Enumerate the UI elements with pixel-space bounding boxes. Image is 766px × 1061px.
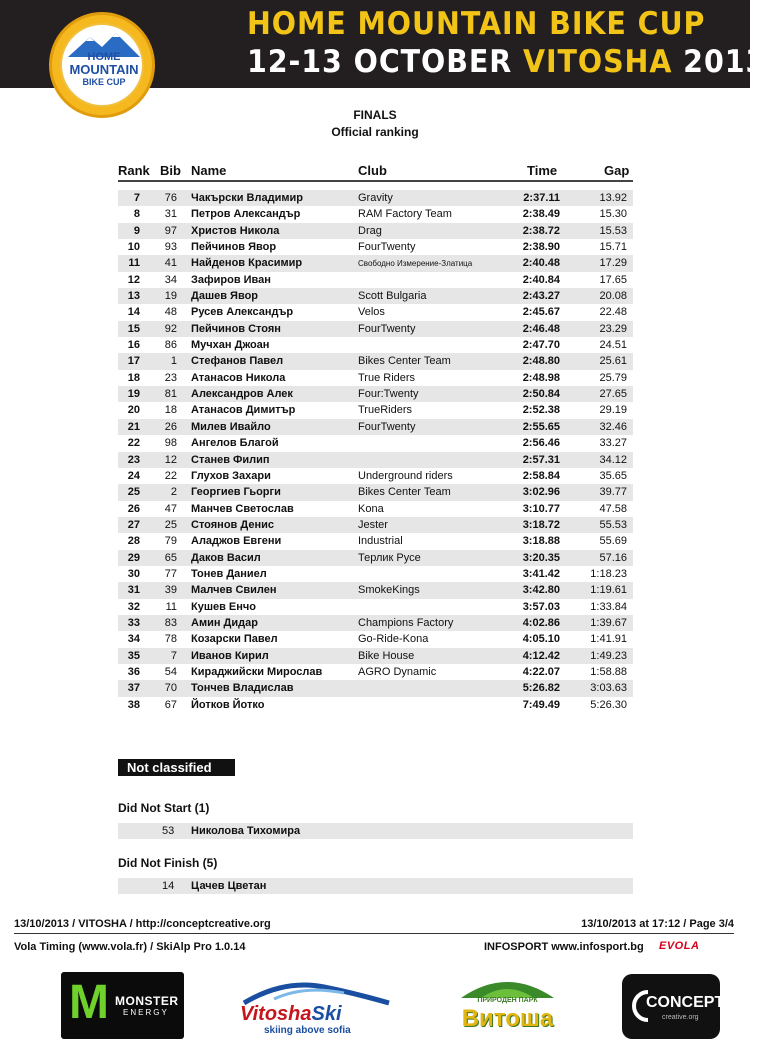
event-venue: VITOSHA (523, 44, 673, 80)
col-bib: Bib (160, 163, 181, 178)
name-cell: Ангелов Благой (191, 437, 279, 450)
time-cell: 2:58.84 (522, 469, 560, 482)
name-cell: Аладжов Евгени (191, 535, 282, 548)
rank-cell: 36 (127, 665, 140, 678)
dnf-bib: 14 (162, 880, 175, 892)
gap-cell: 25.61 (599, 355, 627, 368)
bib-cell: 92 (164, 322, 177, 335)
rank-cell: 18 (127, 371, 140, 384)
bib-cell: 67 (164, 698, 177, 711)
col-name: Name (191, 163, 227, 178)
monster-energy-logo (61, 972, 184, 1039)
time-cell: 7:49.49 (522, 698, 560, 711)
bib-cell: 19 (164, 290, 177, 303)
club-cell: RAM Factory Team (358, 208, 452, 221)
gap-cell: 3:03.63 (590, 682, 627, 695)
footer-timing-info: Vola Timing (www.vola.fr) / SkiAlp Pro 1.0.14 (14, 941, 246, 953)
gap-cell: 35.65 (599, 469, 627, 482)
rank-cell: 14 (127, 306, 140, 319)
gap-cell: 47.58 (599, 502, 627, 515)
gap-cell: 23.29 (599, 322, 627, 335)
time-cell: 3:02.96 (522, 486, 560, 499)
gap-cell: 1:19.61 (590, 584, 627, 597)
name-cell: Манчев Светослав (191, 502, 294, 515)
bib-cell: 23 (164, 371, 177, 384)
club-cell: Jester (358, 518, 388, 531)
gap-cell: 25.79 (599, 371, 627, 384)
col-time: Time (527, 163, 558, 178)
table-row (118, 615, 633, 631)
time-cell: 2:40.84 (522, 273, 560, 286)
gap-cell: 1:58.88 (590, 665, 627, 678)
bib-cell: 93 (164, 241, 177, 254)
club-cell: Свободно Измерение-Златица (358, 259, 473, 269)
name-cell: Пейчинов Явор (191, 241, 277, 254)
bib-cell: 47 (164, 502, 177, 515)
rank-cell: 27 (127, 518, 140, 531)
club-cell: Industrial (358, 535, 403, 548)
club-cell: Underground riders (358, 469, 453, 482)
rank-cell: 25 (127, 486, 140, 499)
concept-sub: creative.org (662, 1014, 699, 1021)
name-cell: Кираджийски Мирослав (191, 665, 323, 678)
name-cell: Глухов Захари (191, 469, 271, 482)
bib-cell: 12 (164, 453, 177, 466)
header-rule (118, 180, 633, 182)
rank-cell: 13 (127, 290, 140, 303)
bib-cell: 31 (164, 208, 177, 221)
vitosha-word: Vitosha (240, 1003, 312, 1025)
ski-mountain-icon (244, 977, 389, 1005)
table-row (118, 239, 633, 255)
rank-cell: 19 (127, 388, 140, 401)
table-row (118, 419, 633, 435)
time-cell: 3:41.42 (522, 567, 560, 580)
gap-cell: 1:49.23 (590, 649, 627, 662)
vola-logo: EVOLA (659, 940, 700, 952)
bib-cell: 39 (164, 584, 177, 597)
time-cell: 2:40.48 (522, 257, 560, 270)
table-row (118, 435, 633, 451)
table-row (118, 517, 633, 533)
table-row (118, 664, 633, 680)
table-row (118, 321, 633, 337)
bib-cell: 98 (164, 437, 177, 450)
time-cell: 2:38.90 (522, 241, 560, 254)
gap-cell: 20.08 (599, 290, 627, 303)
name-cell: Мучхан Джоан (191, 339, 270, 352)
rank-cell: 9 (133, 224, 140, 237)
name-cell: Козарски Павел (191, 633, 278, 646)
bib-cell: 41 (164, 257, 177, 270)
club-cell: Bike House (358, 649, 415, 662)
table-row (118, 190, 633, 206)
bib-cell: 83 (164, 616, 177, 629)
bib-cell: 97 (164, 224, 177, 237)
club-cell: AGRO Dynamic (358, 665, 437, 678)
time-cell: 2:55.65 (522, 420, 560, 433)
col-gap: Gap (604, 163, 630, 178)
rank-cell: 29 (127, 551, 140, 564)
table-row (118, 631, 633, 647)
name-cell: Даков Васил (191, 551, 261, 564)
park-mountain-icon (461, 974, 554, 998)
gap-cell: 1:39.67 (590, 616, 627, 629)
vitosha-park-logo (451, 972, 564, 1042)
vitosha-ski-logo (234, 975, 396, 1045)
rank-cell: 31 (127, 584, 140, 597)
rank-cell: 15 (127, 322, 140, 335)
name-cell: Петров Александър (191, 208, 301, 221)
name-cell: Дашев Явор (191, 290, 259, 303)
monster-name: MONSTER (115, 994, 179, 1008)
gap-cell: 17.29 (599, 257, 627, 270)
time-cell: 4:22.07 (522, 665, 560, 678)
event-title: HOME MOUNTAIN BIKE CUP (247, 6, 706, 42)
time-cell: 2:46.48 (522, 322, 560, 335)
club-cell: Four:Twenty (358, 388, 419, 401)
time-cell: 3:18.72 (522, 518, 560, 531)
table-row (118, 370, 633, 386)
club-cell: TrueRiders (358, 404, 412, 417)
gap-cell: 32.46 (599, 420, 627, 433)
club-cell: Gravity (358, 192, 393, 204)
time-cell: 4:12.42 (522, 649, 560, 662)
time-cell: 2:43.27 (522, 290, 560, 303)
rank-cell: 17 (127, 355, 140, 368)
rank-cell: 34 (127, 633, 140, 646)
table-row (118, 550, 633, 566)
name-cell: Георгиев Гьорги (191, 486, 281, 499)
park-subtitle: ПРИРОДЕН ПАРК (477, 997, 538, 1004)
table-row (118, 255, 633, 271)
table-row (118, 386, 633, 402)
event-dates (247, 44, 766, 80)
bib-cell: 79 (164, 535, 177, 548)
time-cell: 4:02.86 (522, 616, 560, 629)
dnf-name: Цачев Цветан (191, 880, 267, 892)
dns-heading: Did Not Start (1) (118, 801, 210, 815)
table-row (118, 484, 633, 500)
event-logo (49, 12, 155, 118)
name-cell: Стоянов Денис (191, 518, 274, 531)
gap-cell: 57.16 (599, 551, 627, 564)
time-cell: 2:57.31 (522, 453, 560, 466)
gap-cell: 1:18.23 (590, 567, 627, 580)
bib-cell: 34 (164, 273, 177, 286)
bib-cell: 48 (164, 306, 177, 319)
time-cell: 2:38.72 (522, 224, 560, 237)
logo-text-mountain: MOUNTAIN (69, 62, 139, 77)
dnf-row (118, 878, 633, 894)
gap-cell: 15.53 (599, 224, 627, 237)
club-cell: Bikes Center Team (358, 486, 451, 499)
table-row (118, 680, 633, 696)
rank-cell: 10 (127, 241, 140, 254)
gap-cell: 15.30 (599, 208, 627, 221)
col-rank: Rank (118, 163, 150, 178)
rank-cell: 22 (127, 437, 140, 450)
table-row (118, 402, 633, 418)
dns-name: Николова Тихомира (191, 825, 301, 837)
time-cell: 2:38.49 (522, 208, 560, 221)
park-name: Витоша (461, 1005, 554, 1032)
col-club: Club (358, 163, 387, 178)
table-row (118, 272, 633, 288)
rank-cell: 38 (127, 698, 140, 711)
logo-text-bikecup: BIKE CUP (82, 77, 126, 87)
club-cell: Go-Ride-Kona (358, 633, 429, 646)
bib-cell: 81 (164, 388, 177, 401)
rank-cell: 28 (127, 535, 140, 548)
gap-cell: 1:41.91 (590, 633, 627, 646)
rank-cell: 11 (128, 257, 140, 270)
table-row (118, 223, 633, 239)
bib-cell: 2 (170, 486, 177, 499)
name-cell: Иванов Кирил (191, 649, 269, 662)
gap-cell: 33.27 (599, 437, 627, 450)
name-cell: Милев Ивайло (191, 420, 271, 433)
gap-cell: 55.69 (599, 535, 627, 548)
table-row (118, 648, 633, 664)
gap-cell: 34.12 (599, 453, 627, 466)
vitosha-ski-name (240, 1003, 342, 1026)
club-cell: Drag (358, 224, 382, 237)
table-row (118, 288, 633, 304)
table-row (118, 599, 633, 615)
gap-cell: 15.71 (599, 241, 627, 254)
concept-creative-logo (622, 974, 725, 1039)
vitosha-ski-tagline: skiing above sofia (264, 1025, 351, 1036)
logo-text-home: HOME (87, 51, 121, 63)
rank-cell: 26 (127, 502, 140, 515)
gap-cell: 39.77 (599, 486, 627, 499)
bib-cell: 86 (164, 339, 177, 352)
name-cell: Найденов Красимир (191, 257, 303, 270)
table-row (118, 582, 633, 598)
rank-cell: 21 (127, 420, 140, 433)
bib-cell: 25 (164, 518, 177, 531)
rank-cell: 24 (127, 469, 140, 482)
time-cell: 2:47.70 (522, 339, 560, 352)
name-cell: Пейчинов Стоян (191, 322, 281, 335)
rank-cell: 20 (127, 404, 140, 417)
bib-cell: 26 (164, 420, 177, 433)
time-cell: 3:42.80 (522, 584, 560, 597)
club-cell: Kona (358, 502, 384, 515)
rank-cell: 37 (127, 682, 140, 695)
gap-cell: 1:33.84 (590, 600, 627, 613)
table-row (118, 533, 633, 549)
page-subtitle: Official ranking (331, 125, 419, 139)
rank-cell: 32 (127, 600, 140, 613)
gap-cell: 13.92 (599, 192, 627, 204)
event-dates-text: 12-13 OCTOBER (247, 44, 524, 80)
time-cell: 2:56.46 (522, 437, 560, 450)
bib-cell: 54 (164, 665, 177, 678)
rank-cell: 7 (133, 192, 140, 204)
bib-cell: 76 (164, 192, 177, 204)
footer-event-info: 13/10/2013 / VITOSHA / http://conceptcreative.org (14, 918, 271, 930)
footer-rule (14, 933, 734, 934)
name-cell: Кушев Енчо (191, 600, 257, 613)
gap-cell: 24.51 (599, 339, 627, 352)
time-cell: 3:10.77 (522, 502, 560, 515)
club-cell: Champions Factory (358, 616, 454, 629)
gap-cell: 27.65 (599, 388, 627, 401)
dnf-heading: Did Not Finish (5) (118, 856, 218, 870)
name-cell: Малчев Свилен (191, 584, 277, 597)
name-cell: Станев Филип (191, 453, 270, 466)
time-cell: 2:52.38 (522, 404, 560, 417)
name-cell: Стефанов Павел (191, 355, 284, 368)
bib-cell: 22 (164, 469, 177, 482)
club-cell: SmokeKings (358, 584, 420, 597)
table-row (118, 452, 633, 468)
time-cell: 3:57.03 (522, 600, 560, 613)
time-cell: 2:48.80 (522, 355, 560, 368)
gap-cell: 5:26.30 (590, 698, 627, 711)
bib-cell: 1 (170, 355, 177, 368)
ski-word: Ski (311, 1003, 342, 1025)
club-cell: Bikes Center Team (358, 355, 451, 368)
name-cell: Тончев Владислав (191, 682, 294, 695)
gap-cell: 22.48 (599, 306, 627, 319)
table-row (118, 501, 633, 517)
club-cell: FourTwenty (358, 241, 416, 254)
name-cell: Атанасов Никола (191, 371, 286, 384)
name-cell: Зафиров Иван (191, 273, 271, 286)
results-table (118, 190, 633, 713)
table-row (118, 337, 633, 353)
rank-cell: 12 (127, 273, 140, 286)
time-cell: 5:26.82 (522, 682, 560, 695)
club-cell: Velos (358, 306, 385, 319)
rank-cell: 16 (127, 339, 140, 352)
time-cell: 2:37.11 (523, 192, 560, 204)
bib-cell: 77 (164, 567, 177, 580)
club-cell: True Riders (358, 371, 416, 384)
bib-cell: 18 (164, 404, 177, 417)
table-row (118, 206, 633, 222)
time-cell: 3:20.35 (522, 551, 560, 564)
time-cell: 2:48.98 (522, 371, 560, 384)
monster-claw-mark: M (69, 976, 109, 1029)
club-cell: Scott Bulgaria (358, 290, 427, 303)
bib-cell: 70 (164, 682, 177, 695)
bib-cell: 65 (164, 551, 177, 564)
footer-page-info: 13/10/2013 at 17:12 / Page 3/4 (581, 918, 734, 930)
time-cell: 3:18.88 (522, 535, 560, 548)
name-cell: Александров Алек (191, 388, 293, 401)
bib-cell: 78 (164, 633, 177, 646)
name-cell: Атанасов Димитър (191, 404, 296, 417)
table-row (118, 566, 633, 582)
event-logo-inner (60, 23, 144, 107)
club-cell: FourTwenty (358, 420, 416, 433)
time-cell: 2:45.67 (522, 306, 560, 319)
name-cell: Русев Александър (191, 306, 294, 319)
name-cell: Христов Никола (191, 224, 280, 237)
club-cell: Терлик Русе (358, 551, 421, 564)
not-classified-badge: Not classified (118, 759, 235, 776)
rank-cell: 35 (127, 649, 140, 662)
page-title: FINALS (353, 108, 397, 122)
name-cell: Чакърски Владимир (191, 192, 303, 204)
table-row (118, 697, 633, 713)
name-cell: Тонев Даниел (191, 567, 267, 580)
rank-cell: 8 (133, 208, 140, 221)
club-cell: FourTwenty (358, 322, 416, 335)
bib-cell: 7 (170, 649, 177, 662)
rank-cell: 33 (127, 616, 140, 629)
gap-cell: 55.53 (599, 518, 627, 531)
name-cell: Йотков Йотко (191, 698, 265, 711)
monster-sub: ENERGY (123, 1008, 169, 1017)
time-cell: 2:50.84 (522, 388, 560, 401)
footer-infosport: INFOSPORT www.infosport.bg (484, 941, 644, 953)
time-cell: 4:05.10 (522, 633, 560, 646)
bib-cell: 11 (165, 600, 177, 613)
table-row (118, 353, 633, 369)
rank-cell: 23 (127, 453, 140, 466)
event-year: 2013 (672, 44, 766, 80)
dns-row (118, 823, 633, 839)
concept-name: CONCEPT (646, 994, 725, 1011)
name-cell: Амин Дидар (191, 616, 258, 629)
gap-cell: 29.19 (599, 404, 627, 417)
dns-bib: 53 (162, 825, 175, 837)
gap-cell: 17.65 (599, 273, 627, 286)
rank-cell: 30 (127, 567, 140, 580)
table-row (118, 304, 633, 320)
table-row (118, 468, 633, 484)
